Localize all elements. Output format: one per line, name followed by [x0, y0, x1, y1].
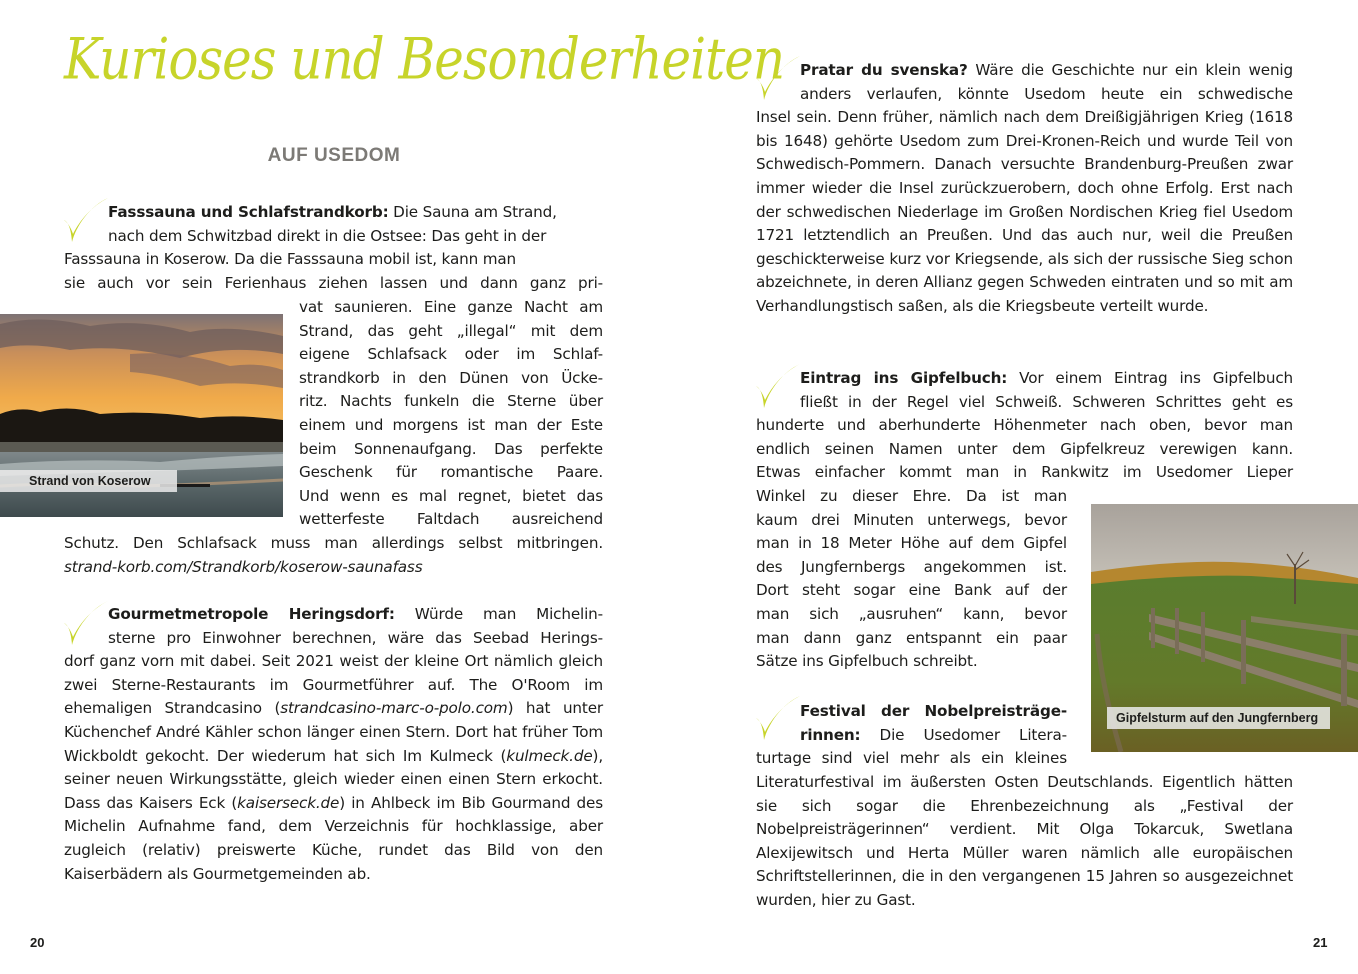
text-beside-photo: vat saunieren. Eine ganze Nacht am Strand, das geht „illegal“ mit dem eigene Schlafsack oder im Schlaf- strandkorb in den Dünen von Ücke- ritz. Nachts funkeln die Sterne über einem und morgens ist man der Este beim Sonnenaufgang. Das perfekte Geschenk für romantische Paare. Und wenn es mal regnet, bietet das wetterfeste Faltdach ausreichend	[299, 298, 603, 529]
page-number: 21	[1313, 935, 1328, 950]
section-heading: Pratar du svenska?	[800, 61, 968, 79]
right-page	[679, 0, 1358, 974]
page-subtitle: AUF USEDOM	[267, 145, 401, 166]
section-svenska: Pratar du svenska? Wäre die Geschichte nur ein klein wenig anders verlaufen, könnte Usedom heute ein schwedische Insel sein. Denn früher, nämlich nach dem Dreißigjährigen Krieg (1618 bis 1648) gehörte Usedom zum Drei-Kronen-Reich und wurde Teil von Schwedisch-Pommern. Danach versuchte Brandenburg-Preußen zwar immer wieder die Insel zurückzuerobern, doch ohne Erfolg. Erst nach der schwedischen Niederlage im Großen Nordischen Krieg fiel Usedom 1721 letztendlich an Preußen. Und das auch nur, weil die Preußen geschickterweise kurz vor Kriegsende, als sich der russische Sieg schon abzeichnete, in deren Allianz gegen Schweden eintraten und so mit am Verhandlungstisch saßen, als die Kriegsbeute verteilt wurde.	[756, 59, 1293, 319]
text-beside-photo: Winkel zu dieser Ehre. Da ist man kaum drei Minuten unterwegs, bevor man in 18 Meter Höhe auf dem Gipfel des Jungfernbergs angekommen ist. Dort steht sogar eine Bank auf der man sich „ausruhen“ kann, bevor man dann ganz entspannt ein paar Sätze ins Gipfelbuch schreibt.	[756, 487, 1067, 671]
section-heading: Fasssauna und Schlafstrandkorb:	[108, 203, 389, 221]
section-festival: Festival der Nobelpreisträge- rinnen: Die Usedomer Litera- turtage sind viel mehr als ein kleines	[756, 702, 1067, 768]
section-heading: Gourmetmetropole Heringsdorf:	[108, 605, 395, 623]
section-fasssauna: Fasssauna und Schlafstrandkorb: Die Sauna am Strand, nach dem Schwitzbad direkt in die Ostsee: Das geht in der Fasssauna in Koserow. Da die Fasssauna mobil ist, kann man sie auch vor sein Ferienhaus ziehen lassen und dann ganz pri-	[64, 203, 603, 292]
page-title: Kurioses und Besonderheiten	[64, 25, 785, 93]
section-body	[64, 650, 603, 886]
photo-jungfernberg	[1091, 504, 1358, 752]
link-strand-korb[interactable]: strand-korb.com/Strandkorb/koserow-saunafass	[64, 557, 423, 576]
inline-link[interactable]: kaiserseck.de	[237, 793, 340, 812]
photo-caption: Gipfelsturm auf den Jungfernberg	[1107, 707, 1330, 729]
section-body: Literaturfestival im äußersten Osten Deutschlands. Eigentlich hätten sie sich sogar die Ehrenbezeichnung als „Festival der Nobelpreisträgerinnen“ verdient. Mit Olga Tokarcuk, Swetlana Alexijewitsch und Herta Müller waren nämlich alle europäischen Schriftstellerinnen, die in den vergangenen 15 Jahren so ausgezeichnet wurden, hier zu Gast.	[756, 773, 1293, 909]
photo-caption: Strand von Koserow	[0, 470, 177, 492]
page-number: 20	[30, 935, 45, 950]
inline-link[interactable]: kulmeck.de	[506, 746, 593, 765]
section-gourmet: Gourmetmetropole Heringsdorf: Würde man Michelin- sterne pro Einwohner berechnen, wäre das Seebad Herings- dorf ganz vorn mit dabei. Seit 2021 weist der kleine Ort nämlich gleich zwei Sterne-Restaurants im Gourmetführer auf. The O'Room im ehemaligen Strandcasino (strandcasino-marc-o-polo.com) hat unter Küchenchef André Kähler schon länger einen Stern. Dort hat früher Tom Wickboldt gekocht. Der wiederum hat sich Im Kulmeck (kulmeck.de), seiner neuen Wirkungsstätte, gleich wieder einen einen Stern erkocht. Dass das Kaisers Eck (kaiserseck.de) in Ahlbeck im Bib Gourmand des Michelin Aufnahme fand, dem Verzeichnis für hochklassige, aber zugleich (relativ) preiswerte Küche, rundet das Bild von den Kaiserbädern als Gourmetgemeinden ab.	[64, 603, 603, 886]
section-body: Insel sein. Denn früher, nämlich nach dem Dreißigjährigen Krieg (1618 bis 1648) gehörte Usedom zum Drei-Kronen-Reich und wurde Teil von Schwedisch-Pommern. Danach versuchte Brandenburg-Preußen zwar immer wieder die Insel zurückzuerobern, doch ohne Erfolg. Erst nach der schwedischen Niederlage im Großen Nordischen Krieg fiel Usedom 1721 letztendlich an Preußen. Und das auch nur, weil die Preußen geschickterweise kurz vor Kriegsende, als sich der russische Sieg schon abzeichnete, in deren Allianz gegen Schweden eintraten und so mit am Verhandlungstisch saßen, als die Kriegsbeute verteilt wurde.	[756, 108, 1293, 315]
photo-strand-koserow	[0, 314, 283, 517]
body-text: dorf ganz vorn mit dabei. Seit 2021 weist der kleine Ort nämlich gleich zwei Sterne-Restaurants im Gourmetführer auf. The O'Room im ehemaligen Strandcasino (	[64, 652, 603, 718]
section-heading: Festival der Nobelpreisträge-	[800, 702, 1067, 720]
body-text: ) in Ahlbeck im Bib Gourmand des Michelin Aufnahme fand, dem Verzeichnis für hochklassige, aber zugleich (relativ) preiswerte Küche, rundet das Bild von den Kaiserbädern als Gourmetgemeinden ab.	[64, 793, 603, 883]
body-text: ) hat unter Küchenchef André Kähler schon länger einen Stern. Dort hat früher Tom Wickboldt gekocht. Der wiederum hat sich Im Kulmeck (	[64, 699, 603, 765]
body-text: ), seiner neuen Wirkungsstätte, gleich wieder einen einen Stern erkocht. Dass das Kaisers Eck (	[64, 746, 603, 812]
section-heading: Eintrag ins Gipfelbuch:	[800, 369, 1008, 387]
text-after-photo: Schutz. Den Schlafsack muss man allerdings selbst mitbringen. strand-korb.com/Strandkorb/koserow-saunafass	[64, 532, 603, 579]
section-gipfelbuch: Eintrag ins Gipfelbuch: Vor einem Eintrag ins Gipfelbuch fließt in der Regel viel Schweiß. Schweren Schrittes geht es hunderte und aberhunderte Höhenmeter nach oben, bevor man endlich seinen Namen unter dem Gipfelkreuz verewigen kann. Etwas einfacher kommt man in Rankwitz im Usedomer Lieper	[756, 369, 1293, 482]
inline-link[interactable]: strandcasino-marc-o-polo.com	[280, 699, 508, 718]
